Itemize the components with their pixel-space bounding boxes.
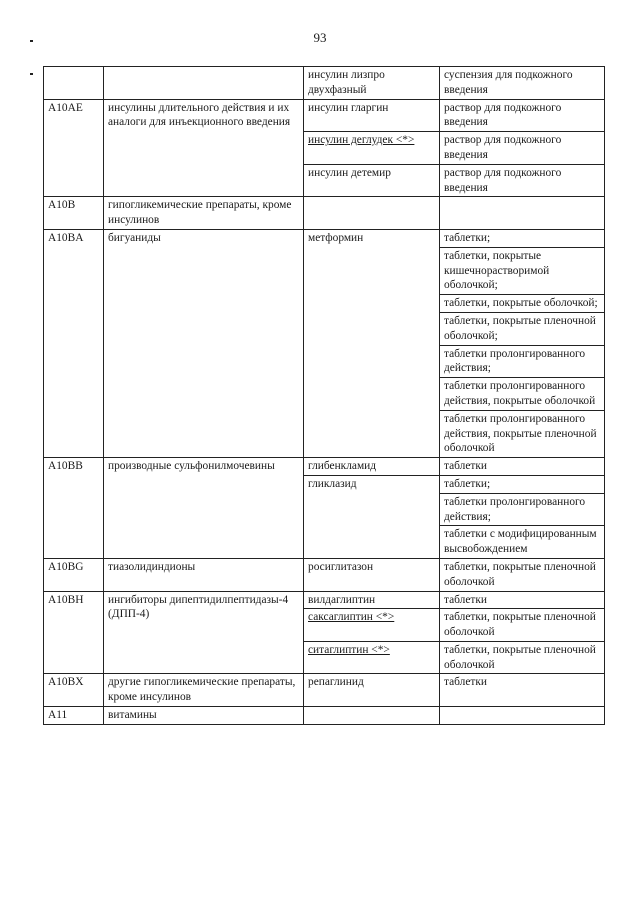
drug-name: метформин	[308, 231, 364, 244]
table-row	[44, 229, 605, 457]
drug-name-cell	[304, 458, 440, 476]
drug-name-cell	[304, 99, 440, 132]
atc-code-cell: A10AE	[44, 99, 104, 197]
dosage-forms-cell	[440, 674, 605, 707]
dosage-forms-cell	[440, 229, 605, 457]
drug-name-cell	[304, 197, 440, 230]
dosage-form	[440, 707, 604, 724]
dosage-form: таблетки, покрытые пленочной оболочкой	[444, 643, 596, 671]
drug-name-cell	[304, 475, 440, 558]
table-row	[44, 674, 605, 707]
dosage-forms-cell	[440, 164, 605, 197]
drug-name-cell	[304, 591, 440, 609]
drug-name: росиглитазон	[308, 560, 374, 573]
dosage-form: раствор для подкожного введения	[444, 101, 562, 129]
dosage-forms-cell	[440, 458, 605, 476]
table-row	[44, 99, 605, 132]
drug-name: инсулин деглудек <*>	[308, 134, 415, 147]
anatomic-group-cell	[104, 67, 304, 100]
scan-mark	[30, 73, 33, 75]
drug-name: инсулин детемир	[308, 166, 391, 179]
anatomic-group-cell: тиазолидиндионы	[104, 558, 304, 591]
dosage-forms-cell	[440, 609, 605, 642]
atc-code-cell: A10BG	[44, 558, 104, 591]
dosage-form: таблетки	[444, 460, 488, 473]
drug-name-cell	[304, 67, 440, 100]
dosage-forms-cell	[440, 67, 605, 100]
drug-name: ситаглиптин <*>	[308, 643, 390, 656]
scan-mark	[30, 40, 33, 42]
drug-name-cell	[304, 674, 440, 707]
drug-table	[43, 66, 605, 725]
dosage-form: таблетки пролонгированного действия;	[440, 346, 604, 379]
anatomic-group-cell: бигуаниды	[104, 229, 304, 457]
atc-code-cell: A10B	[44, 197, 104, 230]
drug-name-cell	[304, 558, 440, 591]
atc-code-cell	[44, 67, 104, 100]
table-row	[44, 67, 605, 100]
dosage-form: таблетки;	[440, 230, 604, 248]
table-body	[44, 67, 605, 725]
drug-name: инсулин лизпро двухфазный	[308, 69, 385, 96]
anatomic-group-cell: витамины	[104, 707, 304, 725]
dosage-forms-cell	[440, 591, 605, 609]
dosage-form: таблетки, покрытые оболочкой;	[440, 295, 604, 313]
anatomic-group-cell: ингибиторы дипептидилпептидазы-4 (ДПП-4)	[104, 591, 304, 674]
table-row	[44, 458, 605, 476]
page-number: 93	[313, 30, 327, 45]
atc-code-cell: A10BH	[44, 591, 104, 674]
drug-name: вилдаглиптин	[308, 593, 376, 606]
drug-name-cell	[304, 707, 440, 725]
atc-code-cell: A10BA	[44, 229, 104, 457]
dosage-forms-cell	[440, 641, 605, 674]
dosage-forms-cell	[440, 197, 605, 230]
dosage-forms-cell	[440, 475, 605, 558]
dosage-form: раствор для подкожного введения	[444, 134, 562, 161]
dosage-form: таблетки	[444, 593, 488, 606]
atc-code-cell: A10BB	[44, 458, 104, 559]
dosage-forms-cell	[440, 707, 605, 725]
dosage-form: таблетки, покрытые пленочной оболочкой;	[440, 313, 604, 346]
dosage-form: таблетки, покрытые кишечнорастворимой оболочкой;	[440, 248, 604, 295]
drug-name: гликлазид	[308, 477, 357, 490]
anatomic-group-cell: инсулины длительного действия и их аналоги для инъекционного введения	[104, 99, 304, 197]
atc-code-cell: A10BX	[44, 674, 104, 707]
dosage-form: раствор для подкожного введения	[444, 166, 562, 194]
drug-name-cell	[304, 164, 440, 197]
dosage-form: таблетки	[444, 676, 488, 689]
dosage-forms-cell	[440, 558, 605, 591]
dosage-form: таблетки пролонгированного действия;	[440, 494, 604, 527]
table-row	[44, 558, 605, 591]
dosage-form: таблетки, покрытые пленочной оболочкой	[444, 560, 596, 588]
dosage-form: суспензия для подкожного введения	[444, 69, 573, 96]
dosage-forms-cell	[440, 132, 605, 165]
drug-name-cell	[304, 132, 440, 165]
dosage-form: таблетки пролонгированного действия, покрытые оболочкой	[440, 378, 604, 411]
drug-name: глибенкламид	[308, 460, 377, 473]
drug-name: саксаглиптин <*>	[308, 611, 395, 624]
table-row	[44, 591, 605, 609]
dosage-form: таблетки;	[440, 476, 604, 494]
drug-name-cell	[304, 609, 440, 642]
table-row	[44, 197, 605, 230]
dosage-form: таблетки с модифицированным высвобождением	[444, 528, 597, 556]
table-row	[44, 707, 605, 725]
anatomic-group-cell: другие гипогликемические препараты, кроме инсулинов	[104, 674, 304, 707]
drug-name: инсулин гларгин	[308, 101, 389, 114]
anatomic-group-cell: гипогликемические препараты, кроме инсулинов	[104, 197, 304, 230]
dosage-form: таблетки пролонгированного действия, покрытые пленочной оболочкой	[444, 412, 597, 455]
dosage-forms-cell	[440, 99, 605, 132]
anatomic-group-cell: производные сульфонилмочевины	[104, 458, 304, 559]
drug-name: репаглинид	[308, 676, 364, 689]
dosage-form	[440, 197, 604, 214]
atc-code-cell: A11	[44, 707, 104, 725]
dosage-form: таблетки, покрытые пленочной оболочкой	[444, 611, 596, 639]
drug-name-cell	[304, 229, 440, 457]
drug-name-cell	[304, 641, 440, 674]
